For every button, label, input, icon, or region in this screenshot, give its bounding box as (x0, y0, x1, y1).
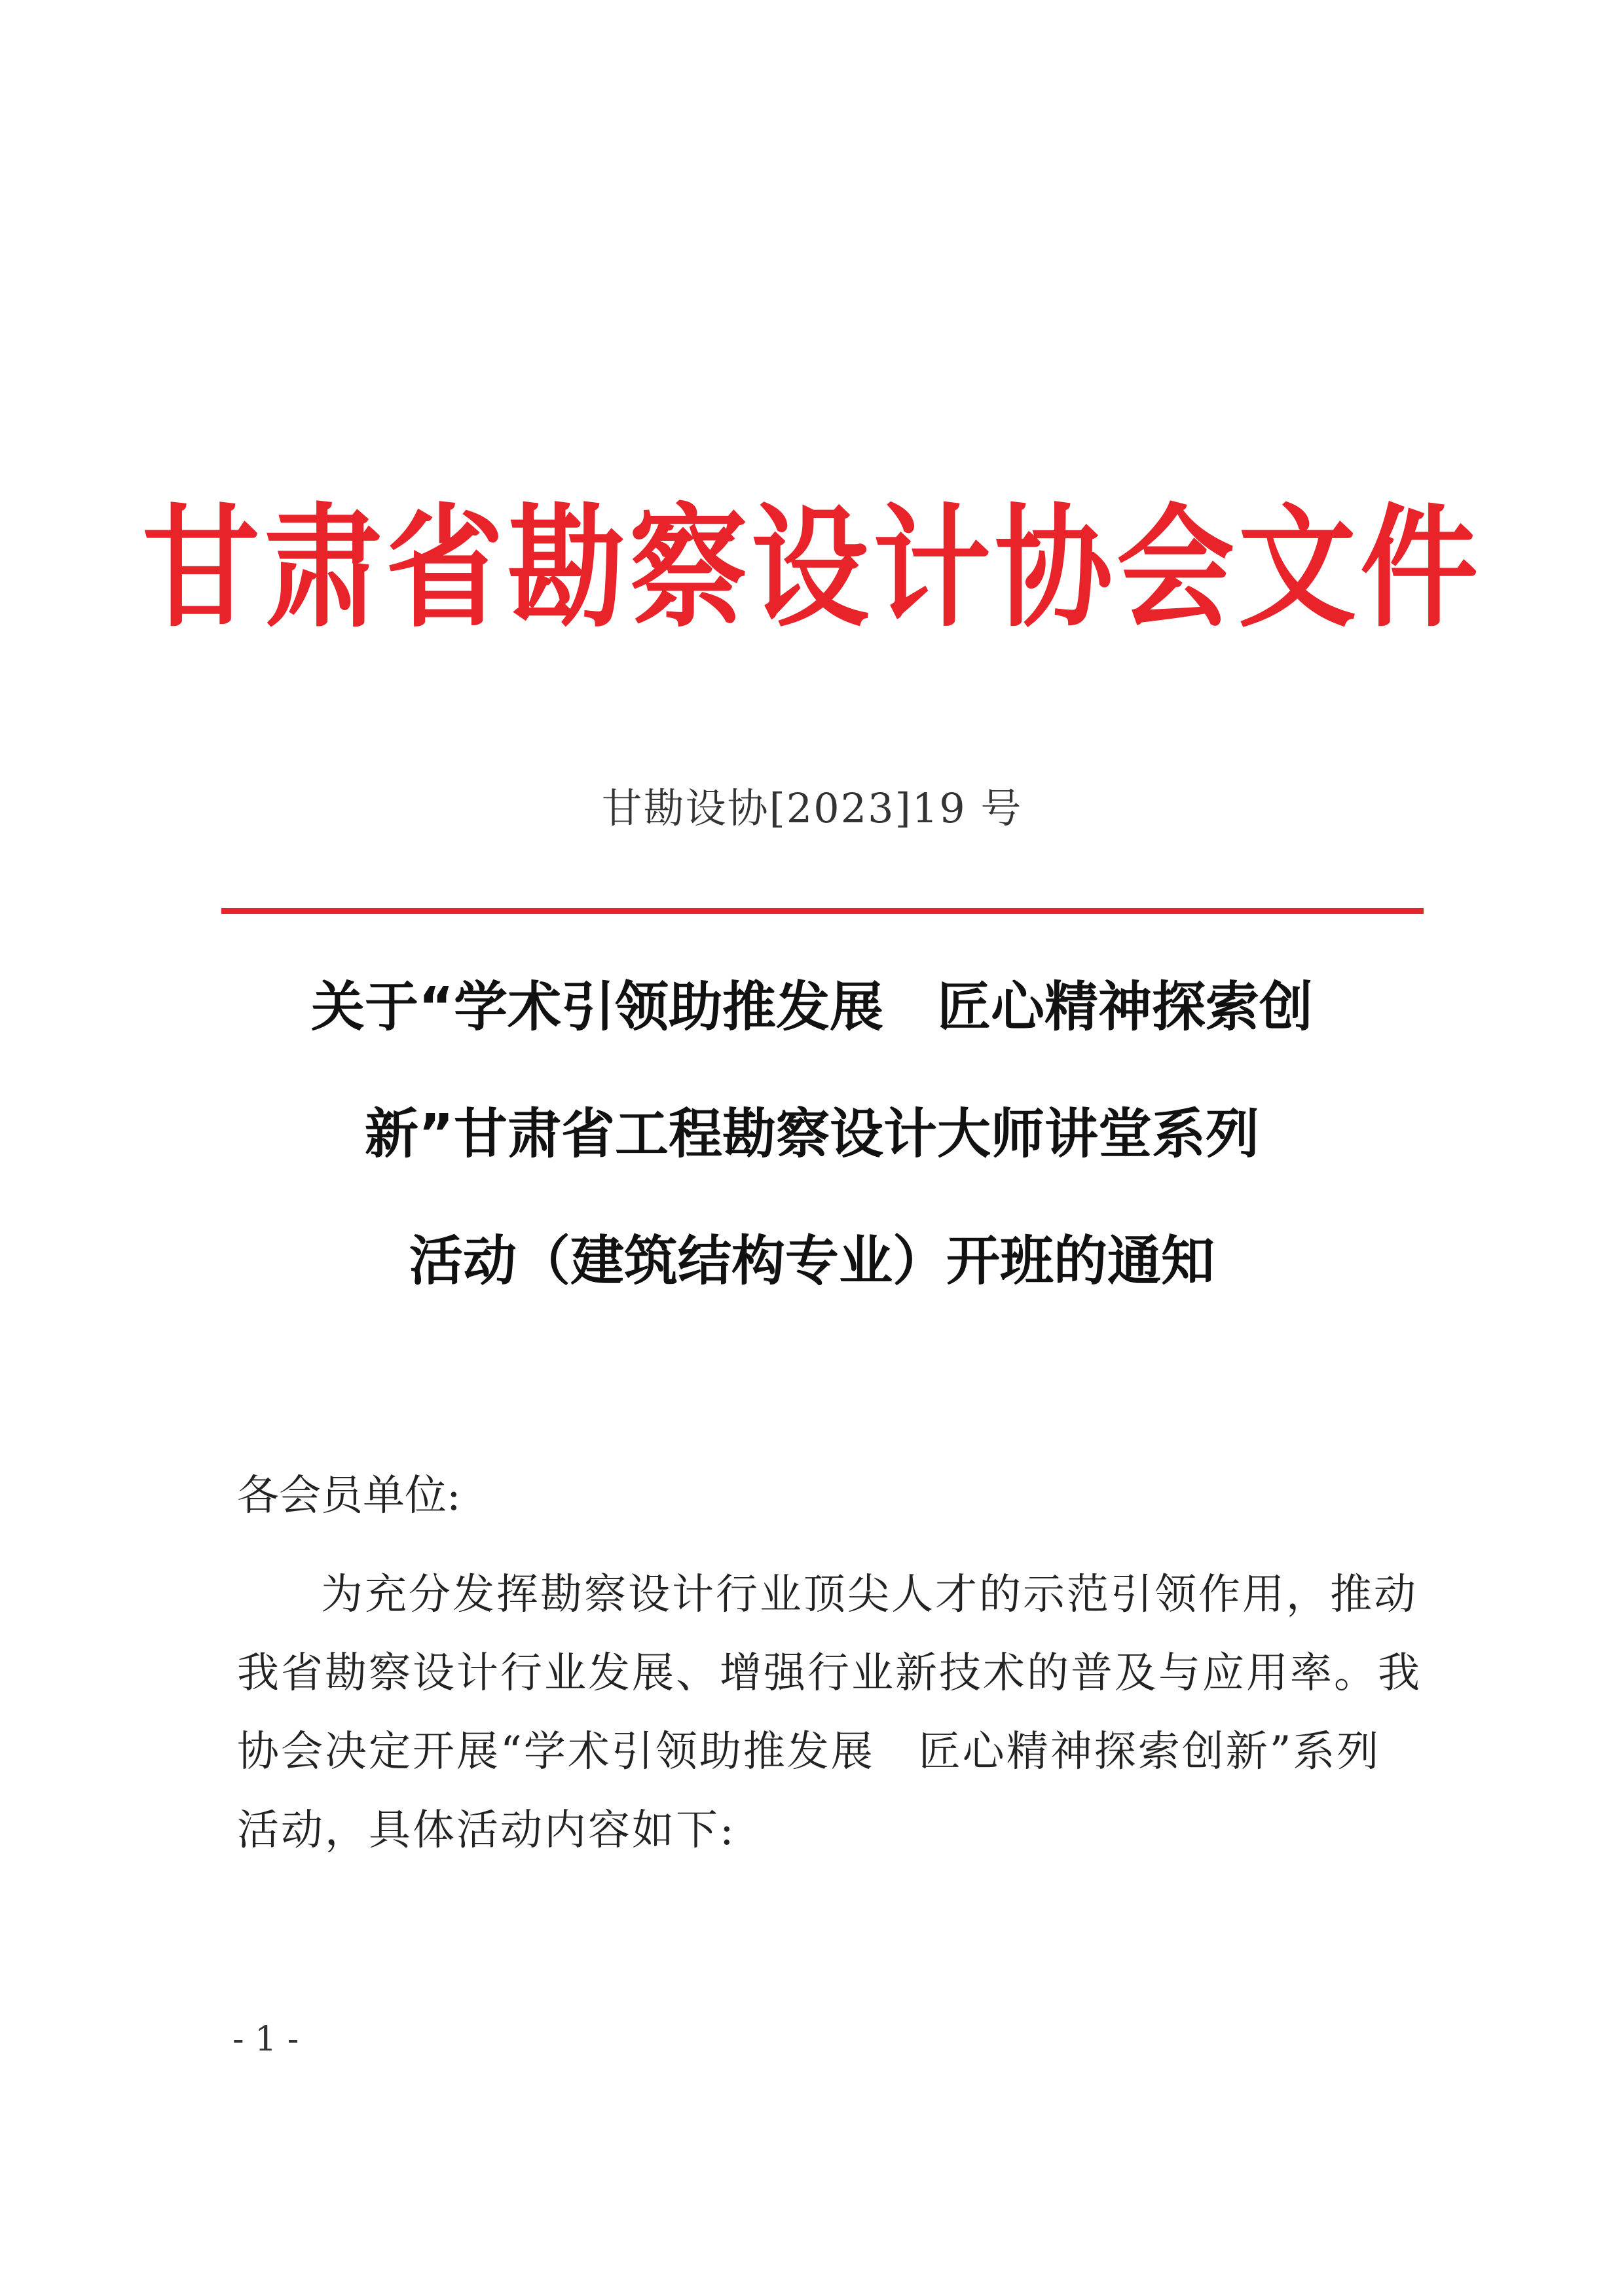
red-divider-rule (221, 908, 1424, 914)
body-line-1: 为充分发挥勘察设计行业顶尖人才的示范引领作用，推动 (321, 1571, 1418, 1619)
document-number: 甘勘设协[2023]19 号 (601, 784, 1023, 832)
body-line-4: 活动，具体活动内容如下: (237, 1806, 736, 1855)
salutation: 各会员单位: (237, 1472, 461, 1520)
title-line-3: 活动（建筑结构专业）开班的通知 (409, 1230, 1215, 1292)
body-paragraph (237, 1556, 1422, 1870)
body-line-2: 我省勘察设计行业发展、增强行业新技术的普及与应用率。我 (237, 1649, 1422, 1698)
document-masthead: 甘肃省勘察设计协会文件 (141, 490, 1482, 646)
document-title (196, 975, 1428, 1357)
body-line-3: 协会决定开展“学术引领助推发展 匠心精神探索创新”系列 (237, 1728, 1381, 1776)
title-line-1: 关于“学术引领助推发展 匠心精神探索创 (311, 976, 1313, 1038)
title-line-2: 新”甘肃省工程勘察设计大师讲堂系列 (365, 1103, 1259, 1165)
page-number: - 1 - (232, 2020, 299, 2059)
